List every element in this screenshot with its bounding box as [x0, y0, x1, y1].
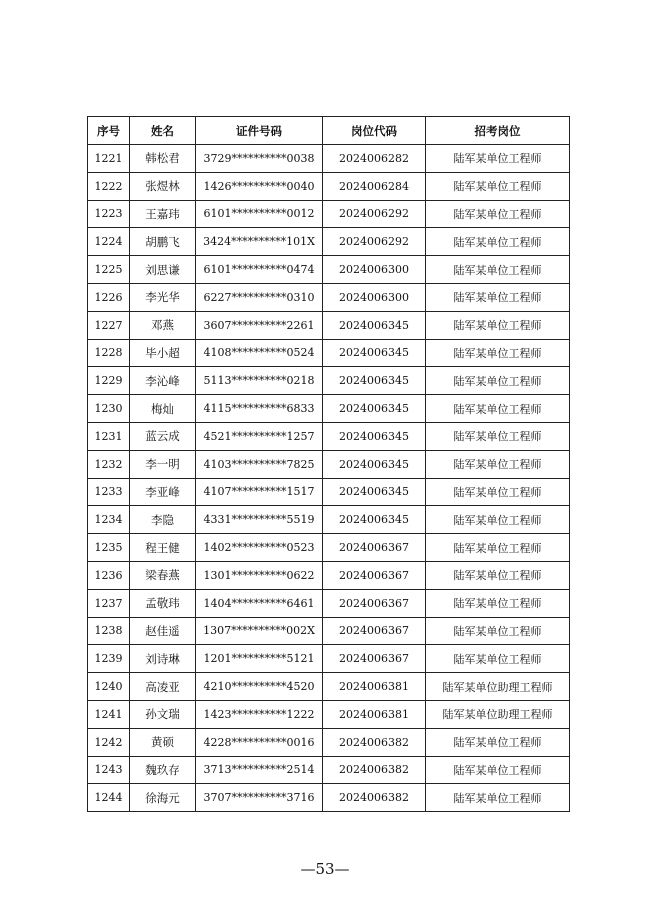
cell-id-number: 4103**********7825 [196, 450, 323, 478]
cell-seq: 1232 [88, 450, 130, 478]
cell-post: 陆军某单位工程师 [426, 784, 570, 812]
table-row [88, 450, 570, 478]
cell-post-code: 2024006381 [323, 673, 426, 701]
cell-post-code: 2024006300 [323, 283, 426, 311]
table-row [88, 756, 570, 784]
cell-post-code: 2024006367 [323, 561, 426, 589]
table-row [88, 339, 570, 367]
cell-post-code: 2024006284 [323, 172, 426, 200]
cell-post: 陆军某单位工程师 [426, 728, 570, 756]
cell-id-number: 6101**********0474 [196, 256, 323, 284]
cell-name: 赵佳遥 [130, 617, 196, 645]
cell-post: 陆军某单位工程师 [426, 617, 570, 645]
cell-post: 陆军某单位工程师 [426, 506, 570, 534]
cell-seq: 1230 [88, 395, 130, 423]
cell-id-number: 1301**********0622 [196, 561, 323, 589]
cell-seq: 1239 [88, 645, 130, 673]
cell-seq: 1241 [88, 700, 130, 728]
cell-post-code: 2024006367 [323, 617, 426, 645]
cell-id-number: 5113**********0218 [196, 367, 323, 395]
cell-post-code: 2024006282 [323, 145, 426, 173]
cell-name: 梁春燕 [130, 561, 196, 589]
cell-post: 陆军某单位工程师 [426, 311, 570, 339]
table-row [88, 784, 570, 812]
table-row [88, 617, 570, 645]
cell-post-code: 2024006367 [323, 645, 426, 673]
cell-post-code: 2024006382 [323, 756, 426, 784]
cell-id-number: 3607**********2261 [196, 311, 323, 339]
cell-id-number: 6101**********0012 [196, 200, 323, 228]
cell-id-number: 1404**********6461 [196, 589, 323, 617]
header-row [88, 117, 570, 145]
cell-name: 梅灿 [130, 395, 196, 423]
header-post: 招考岗位 [426, 117, 570, 145]
cell-id-number: 1426**********0040 [196, 172, 323, 200]
cell-post: 陆军某单位工程师 [426, 172, 570, 200]
table-row [88, 673, 570, 701]
cell-post-code: 2024006292 [323, 200, 426, 228]
cell-seq: 1234 [88, 506, 130, 534]
cell-post: 陆军某单位工程师 [426, 256, 570, 284]
cell-name: 魏玖存 [130, 756, 196, 784]
cell-post: 陆军某单位工程师 [426, 367, 570, 395]
cell-seq: 1224 [88, 228, 130, 256]
cell-name: 毕小超 [130, 339, 196, 367]
cell-post-code: 2024006367 [323, 589, 426, 617]
cell-post: 陆军某单位工程师 [426, 561, 570, 589]
cell-seq: 1226 [88, 283, 130, 311]
table-row [88, 283, 570, 311]
cell-id-number: 4331**********5519 [196, 506, 323, 534]
cell-post: 陆军某单位工程师 [426, 339, 570, 367]
cell-post-code: 2024006292 [323, 228, 426, 256]
header-id-number: 证件号码 [196, 117, 323, 145]
table-header [88, 117, 570, 145]
cell-name: 孟敬玮 [130, 589, 196, 617]
cell-seq: 1240 [88, 673, 130, 701]
cell-post: 陆军某单位工程师 [426, 395, 570, 423]
cell-id-number: 3713**********2514 [196, 756, 323, 784]
table-row [88, 256, 570, 284]
candidate-table [87, 116, 570, 812]
cell-id-number: 4228**********0016 [196, 728, 323, 756]
cell-post-code: 2024006381 [323, 700, 426, 728]
cell-seq: 1228 [88, 339, 130, 367]
cell-post: 陆军某单位工程师 [426, 200, 570, 228]
cell-post: 陆军某单位工程师 [426, 422, 570, 450]
cell-post: 陆军某单位工程师 [426, 589, 570, 617]
cell-post-code: 2024006345 [323, 422, 426, 450]
cell-name: 李一明 [130, 450, 196, 478]
cell-name: 张煜林 [130, 172, 196, 200]
cell-name: 程王健 [130, 534, 196, 562]
table-row [88, 728, 570, 756]
cell-post: 陆军某单位工程师 [426, 145, 570, 173]
cell-post: 陆军某单位工程师 [426, 645, 570, 673]
table-row [88, 228, 570, 256]
cell-post: 陆军某单位工程师 [426, 283, 570, 311]
cell-post: 陆军某单位助理工程师 [426, 700, 570, 728]
cell-name: 韩松君 [130, 145, 196, 173]
cell-post-code: 2024006345 [323, 478, 426, 506]
cell-post: 陆军某单位工程师 [426, 228, 570, 256]
cell-seq: 1238 [88, 617, 130, 645]
cell-post: 陆军某单位工程师 [426, 478, 570, 506]
header-seq: 序号 [88, 117, 130, 145]
cell-name: 徐海元 [130, 784, 196, 812]
table-row [88, 422, 570, 450]
cell-id-number: 1402**********0523 [196, 534, 323, 562]
cell-post: 陆军某单位助理工程师 [426, 673, 570, 701]
cell-seq: 1225 [88, 256, 130, 284]
cell-name: 刘思谦 [130, 256, 196, 284]
table-row [88, 589, 570, 617]
table-row [88, 395, 570, 423]
cell-id-number: 4115**********6833 [196, 395, 323, 423]
cell-post-code: 2024006367 [323, 534, 426, 562]
cell-id-number: 3707**********3716 [196, 784, 323, 812]
table-row [88, 145, 570, 173]
cell-seq: 1221 [88, 145, 130, 173]
cell-id-number: 1423**********1222 [196, 700, 323, 728]
cell-name: 王嘉玮 [130, 200, 196, 228]
cell-name: 李沁峰 [130, 367, 196, 395]
table-row [88, 367, 570, 395]
cell-seq: 1243 [88, 756, 130, 784]
cell-seq: 1229 [88, 367, 130, 395]
cell-id-number: 1201**********5121 [196, 645, 323, 673]
cell-id-number: 1307**********002X [196, 617, 323, 645]
cell-post: 陆军某单位工程师 [426, 756, 570, 784]
table-row [88, 311, 570, 339]
header-post-code: 岗位代码 [323, 117, 426, 145]
table-body [88, 145, 570, 812]
cell-post-code: 2024006382 [323, 784, 426, 812]
cell-post: 陆军某单位工程师 [426, 534, 570, 562]
cell-post-code: 2024006345 [323, 367, 426, 395]
table-row [88, 561, 570, 589]
cell-post-code: 2024006345 [323, 506, 426, 534]
cell-seq: 1222 [88, 172, 130, 200]
cell-post-code: 2024006345 [323, 450, 426, 478]
cell-seq: 1231 [88, 422, 130, 450]
cell-name: 黄硕 [130, 728, 196, 756]
table-row [88, 172, 570, 200]
cell-name: 高凌亚 [130, 673, 196, 701]
cell-name: 邓燕 [130, 311, 196, 339]
cell-id-number: 4210**********4520 [196, 673, 323, 701]
cell-id-number: 4108**********0524 [196, 339, 323, 367]
cell-seq: 1233 [88, 478, 130, 506]
cell-name: 孙文瑞 [130, 700, 196, 728]
cell-name: 刘诗琳 [130, 645, 196, 673]
cell-post-code: 2024006345 [323, 395, 426, 423]
table-row [88, 478, 570, 506]
cell-seq: 1242 [88, 728, 130, 756]
cell-id-number: 4521**********1257 [196, 422, 323, 450]
cell-post-code: 2024006345 [323, 311, 426, 339]
cell-post-code: 2024006300 [323, 256, 426, 284]
table-row [88, 645, 570, 673]
cell-seq: 1236 [88, 561, 130, 589]
cell-seq: 1244 [88, 784, 130, 812]
header-name: 姓名 [130, 117, 196, 145]
page-number: —53— [300, 860, 350, 878]
cell-id-number: 3729**********0038 [196, 145, 323, 173]
cell-name: 胡鹏飞 [130, 228, 196, 256]
table-row [88, 200, 570, 228]
cell-id-number: 4107**********1517 [196, 478, 323, 506]
cell-seq: 1227 [88, 311, 130, 339]
cell-seq: 1235 [88, 534, 130, 562]
cell-name: 李亚峰 [130, 478, 196, 506]
cell-post: 陆军某单位工程师 [426, 450, 570, 478]
cell-id-number: 6227**********0310 [196, 283, 323, 311]
table-row [88, 700, 570, 728]
cell-seq: 1237 [88, 589, 130, 617]
table-row [88, 534, 570, 562]
cell-post-code: 2024006345 [323, 339, 426, 367]
cell-post-code: 2024006382 [323, 728, 426, 756]
cell-seq: 1223 [88, 200, 130, 228]
cell-name: 李光华 [130, 283, 196, 311]
cell-name: 蓝云成 [130, 422, 196, 450]
cell-id-number: 3424**********101X [196, 228, 323, 256]
cell-name: 李隐 [130, 506, 196, 534]
table-row [88, 506, 570, 534]
